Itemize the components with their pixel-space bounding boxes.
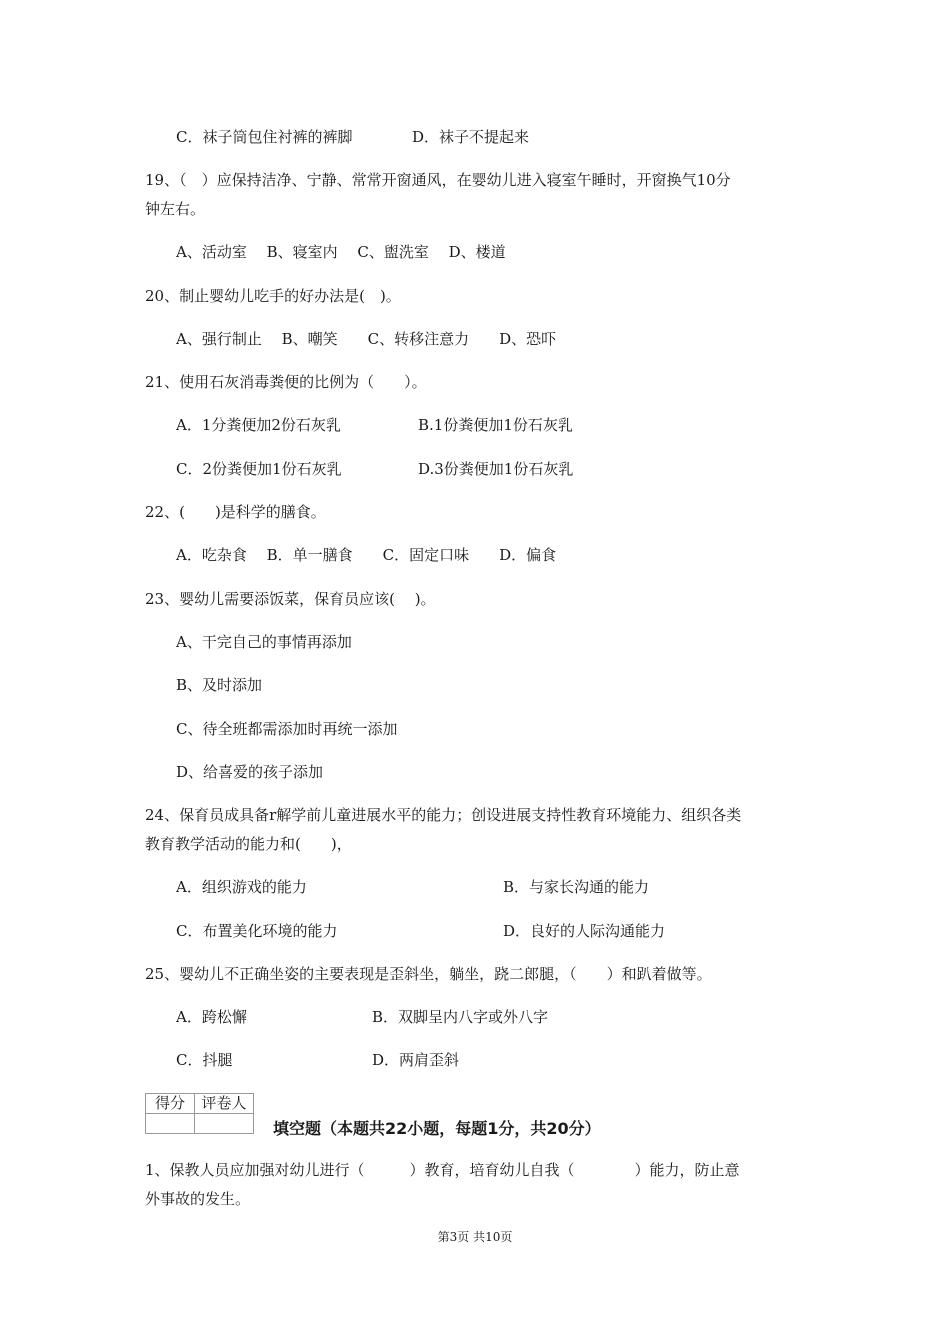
score-table [145,1093,254,1134]
q23-option-d: D、给喜爱的孩子添加 [176,763,324,781]
q24-text-line1: 24、保育员成具备r解学前儿童进展水平的能力；创设进展支持性教育环境能力、组织各类 [145,806,742,824]
q23-option-c: C、待全班都需添加时再统一添加 [176,720,398,738]
q22-text: 22、( )是科学的膳食。 [145,503,326,521]
q24-option-a: A．组织游戏的能力 [176,878,307,896]
q23-option-b: B、及时添加 [176,676,263,694]
q19-text-line2: 钟左右。 [145,200,206,218]
fill1-text-line2: 外事故的发生。 [145,1190,251,1208]
q19-text-line1: 19、（ ）应保持洁净、宁静、常常开窗通风，在婴幼儿进入寝室午睡时，开窗换气10分 [145,171,731,189]
q21-option-c: C．2份粪便加1份石灰乳 [176,460,342,478]
q23-text: 23、婴幼儿需要添饭菜，保育员应该( )。 [145,590,436,608]
section-title: 填空题（本题共22小题，每题1分，共20分） [273,1119,601,1138]
q20-options: A、强行制止 B、嘲笑 C、转移注意力 D、恐吓 [176,330,557,348]
q21-option-d: D.3份粪便加1份石灰乳 [418,460,574,478]
q18-option-d: D．袜子不提起来 [412,128,530,146]
score-cell [146,1114,195,1134]
q22-options: A．吃杂食 B．单一膳食 C．固定口味 D．偏食 [176,546,557,564]
q23-option-a: A、干完自己的事情再添加 [176,633,352,651]
q24-option-b: B．与家长沟通的能力 [503,878,650,896]
grader-header: 评卷人 [195,1094,254,1114]
fill1-text-line1: 1、保教人员应加强对幼儿进行（ ）教育，培育幼儿自我（ ）能力，防止意 [145,1161,740,1179]
page-footer: 第3页 共10页 [437,1230,513,1244]
q24-option-c: C．布置美化环境的能力 [176,922,338,940]
score-header: 得分 [146,1094,195,1114]
q24-option-d: D．良好的人际沟通能力 [503,922,666,940]
q25-option-a: A．跨松懈 [176,1008,247,1026]
q24-text-line2: 教育教学活动的能力和( )， [145,835,352,853]
grader-cell [195,1114,254,1134]
q25-text: 25、婴幼儿不正确坐姿的主要表现是歪斜坐，躺坐，跷二郎腿，（ ）和趴着做等。 [145,965,712,983]
q21-text: 21、使用石灰消毒粪便的比例为（ ）。 [145,373,427,391]
q21-option-a: A．1分粪便加2份石灰乳 [176,416,341,434]
q20-text: 20、制止婴幼儿吃手的好办法是( )。 [145,287,401,305]
q25-option-c: C．抖腿 [176,1051,233,1069]
q25-option-d: D．两肩歪斜 [372,1051,460,1069]
q21-option-b: B.1份粪便加1份石灰乳 [418,416,573,434]
q25-option-b: B．双脚呈内八字或外八字 [372,1008,549,1026]
q18-option-c: C．袜子筒包住衬裤的裤脚 [176,128,353,146]
q19-options: A、活动室 B、寝室内 C、盥洗室 D、楼道 [176,243,506,261]
